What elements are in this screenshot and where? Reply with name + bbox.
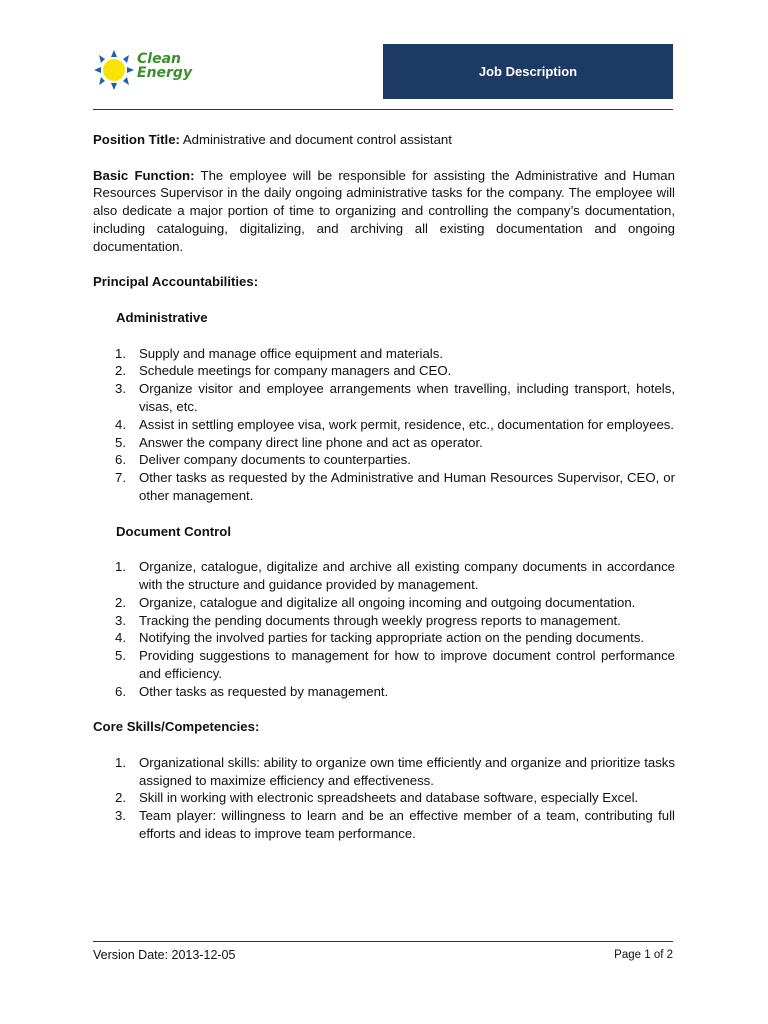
core-skills-list <box>93 754 675 843</box>
job-description-banner <box>383 44 673 99</box>
basic-function-label: Basic Function: <box>93 167 195 183</box>
list-item: 1. Supply and manage office equipment and materials. <box>115 345 443 361</box>
list-item: 5. Providing suggestions to management for how to improve document control performance and efficiency. <box>115 648 675 681</box>
company-logo <box>93 50 203 90</box>
principal-accountabilities-heading: Principal Accountabilities: <box>93 274 259 290</box>
footer-divider <box>93 941 673 942</box>
sun-icon <box>93 50 135 90</box>
list-item: 5. Answer the company direct line phone and act as operator. <box>115 434 483 450</box>
logo-line-1: Clean <box>137 51 181 67</box>
position-value: Administrative and document control assistant <box>182 132 452 147</box>
list-item: 1. Organizational skills: ability to organize own time efficiently and organize and prioritize tasks assigned to maximize efficiency and effectiveness. <box>115 754 675 788</box>
list-item: 4. Notifying the involved parties for tacking appropriate action on the pending documents. <box>115 630 645 646</box>
list-item: 2. Schedule meetings for company managers and CEO. <box>115 363 452 379</box>
list-item: 6. Other tasks as requested by management. <box>115 683 389 699</box>
basic-function-text: The employee will be responsible for assisting the Administrative and Human Resources Supervisor in the daily ongoing administrative tasks for the company. The employee will also dedicate a major portion of time to organizing and controlling the company’s documentation, including cataloguing, digitalizing, and archiving all existing documentation and ongoing documentation. <box>93 167 675 254</box>
logo-line-2: Energy <box>137 65 193 81</box>
document-body <box>93 131 675 861</box>
document-control-heading: Document Control <box>116 523 232 539</box>
banner-title: Job Description <box>478 64 578 79</box>
administrative-list <box>93 345 675 505</box>
position-label: Position Title: <box>93 132 180 147</box>
page-number: Page 1 of 2 <box>614 949 673 961</box>
list-item: 1. Organize, catalogue, digitalize and archive all existing company documents in accordance with the structure and guidance provided by management. <box>115 559 675 592</box>
document-control-list <box>93 558 675 700</box>
list-item: 3. Organize visitor and employee arrangements when travelling, including transport, hotels, visas, etc. <box>115 381 675 414</box>
list-item: 3. Team player: willingness to learn and be an effective member of a team, contributing full efforts and ideas to improve team performance. <box>115 808 675 842</box>
list-item: 7. Other tasks as requested by the Administrative and Human Resources Supervisor, CEO, or other management. <box>115 470 675 503</box>
list-item: 6. Deliver company documents to counterparties. <box>115 452 411 468</box>
list-item: 2. Skill in working with electronic spreadsheets and database software, especially Excel. <box>115 790 639 806</box>
basic-function <box>93 167 675 256</box>
list-item: 3. Tracking the pending documents through weekly progress reports to management. <box>115 612 621 628</box>
list-item: 4. Assist in settling employee visa, work permit, residence, etc., documentation for employees. <box>115 416 675 432</box>
list-item: 2. Organize, catalogue and digitalize all ongoing incoming and outgoing documentation. <box>115 594 636 610</box>
header-divider <box>93 109 673 110</box>
version-date: Version Date: 2013-12-05 <box>93 948 236 962</box>
administrative-heading: Administrative <box>116 309 208 325</box>
position-title <box>93 131 675 149</box>
core-skills-heading: Core Skills/Competencies: <box>93 719 260 735</box>
logo-wordmark <box>137 52 192 80</box>
